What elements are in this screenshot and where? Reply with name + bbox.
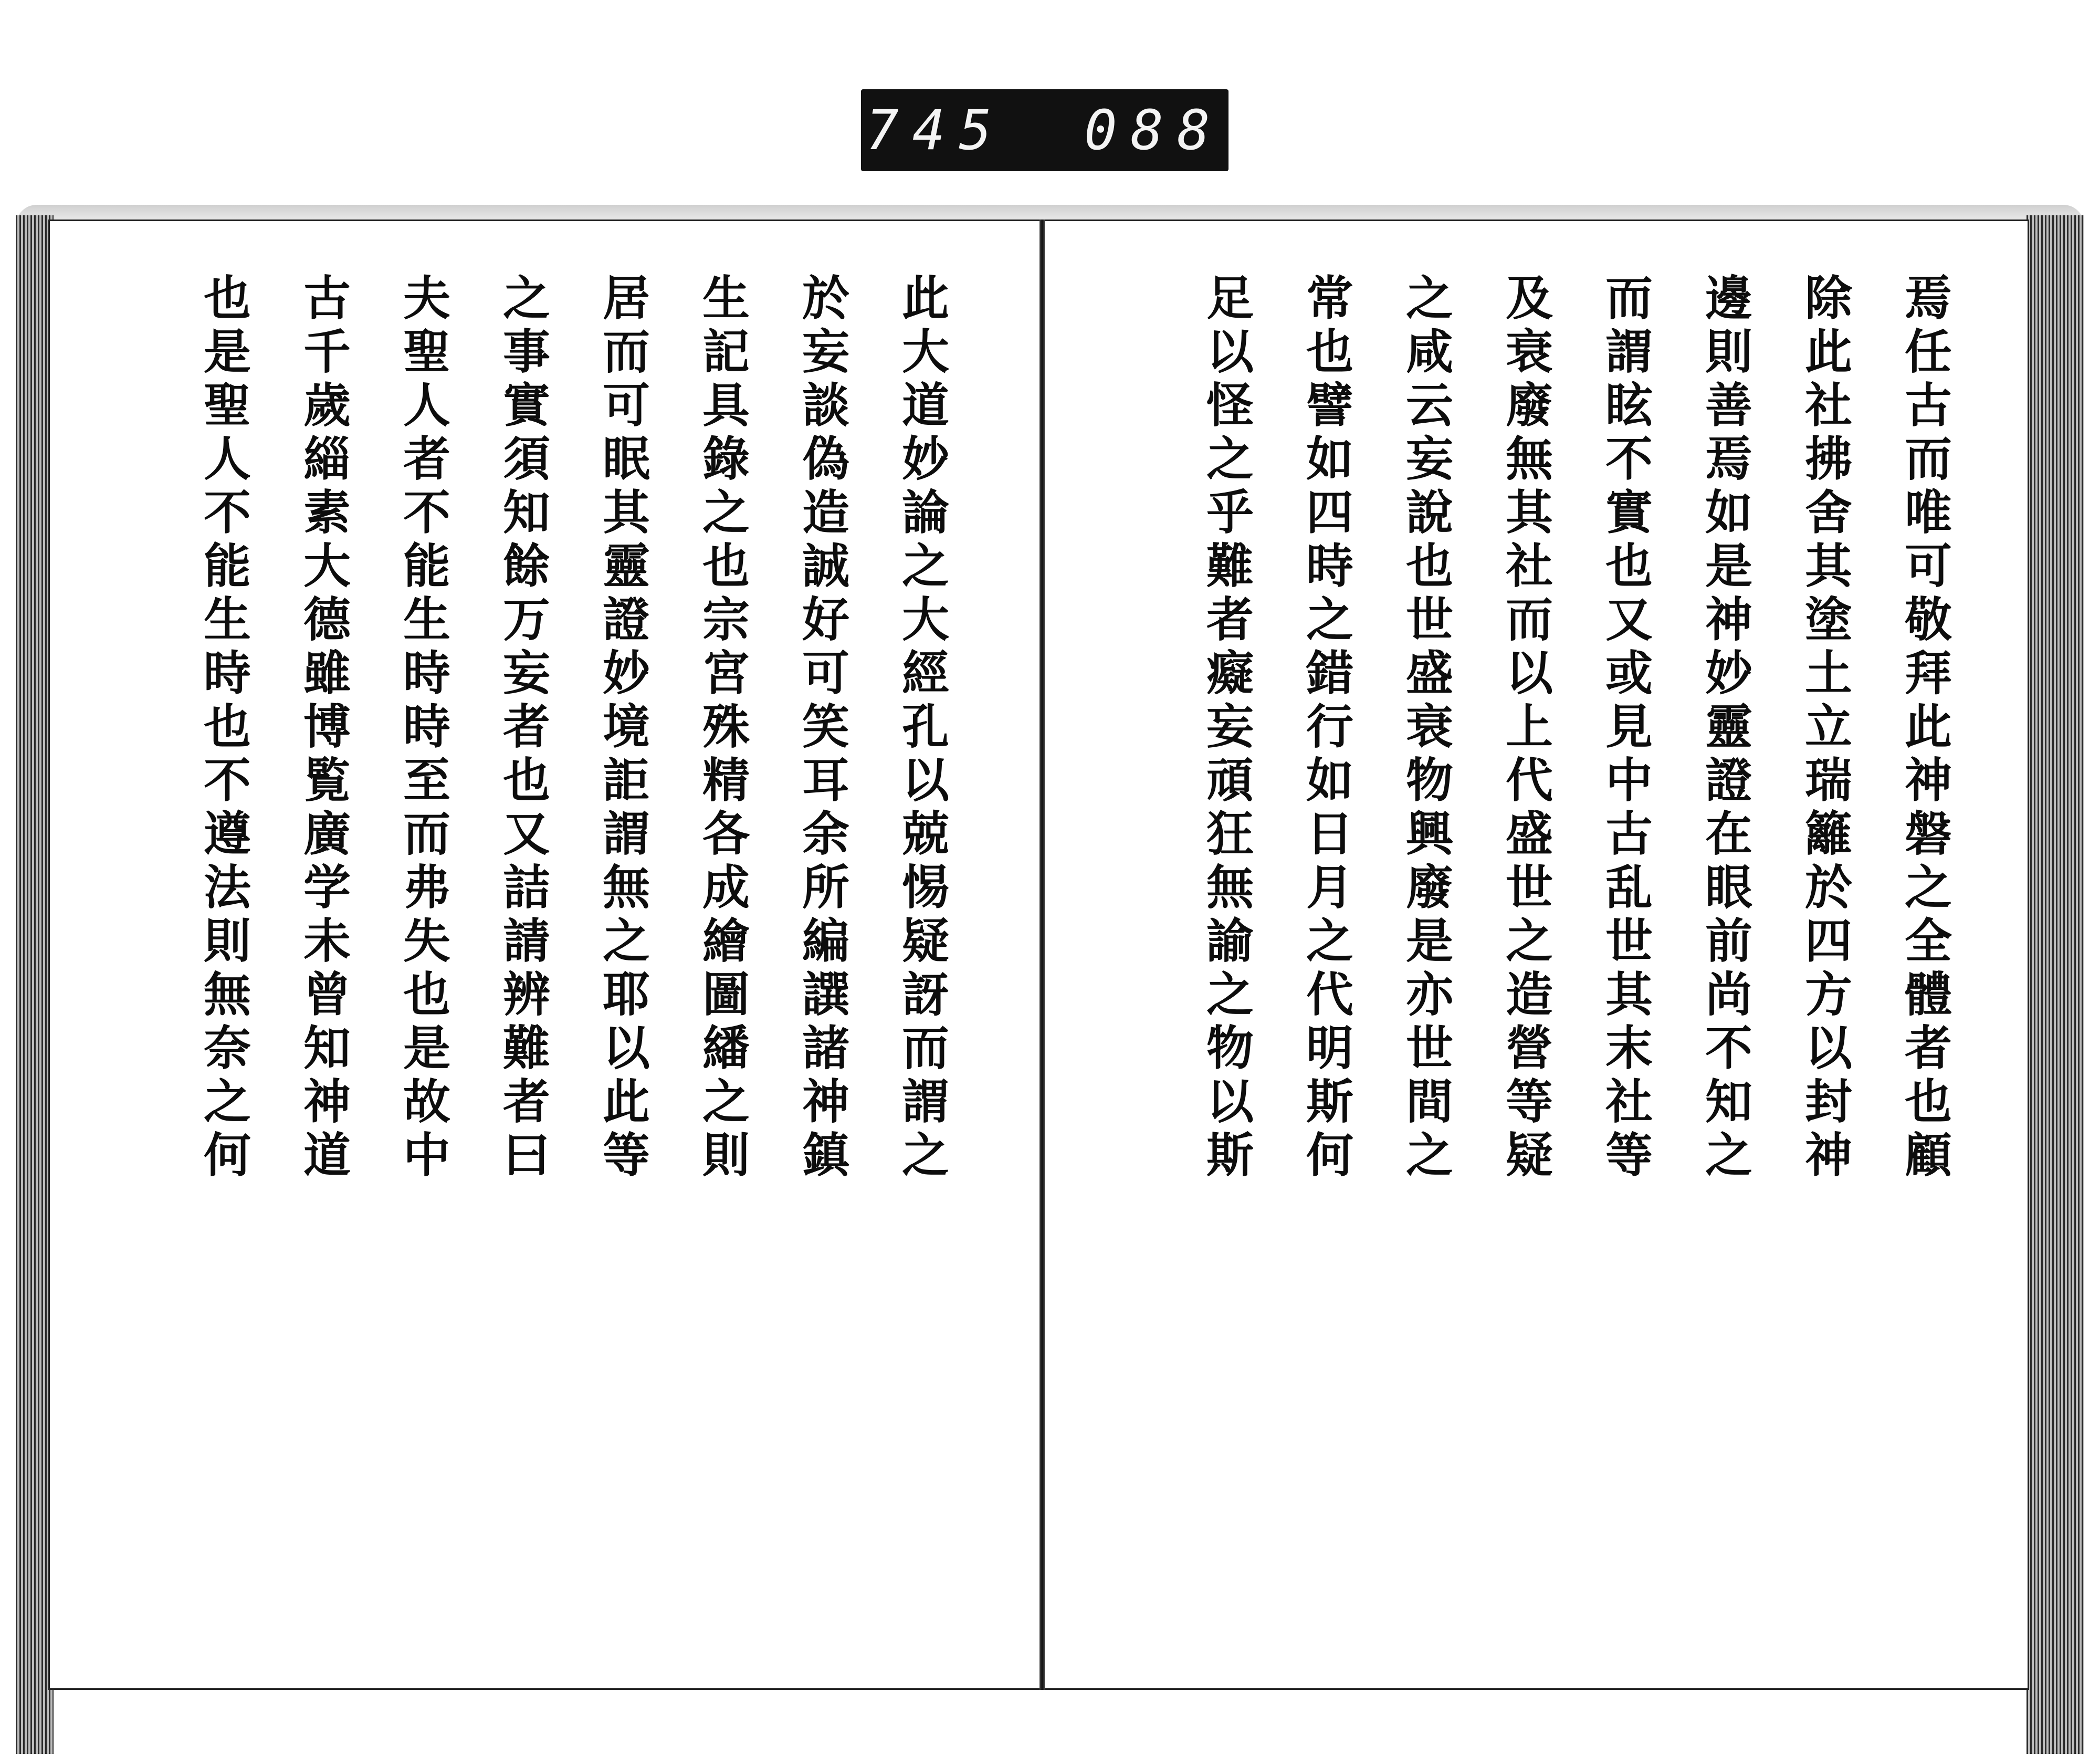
text-column: 古千歲緇素大德雖博覧廣学未曾知神道 <box>295 273 351 1184</box>
left-page-text <box>126 273 971 1602</box>
text-column: 邊則善焉如是神妙靈證在眼前尚不知之 <box>1697 273 1752 1184</box>
text-column: 焉任古而唯可敬拜此神磐之全體者也顧 <box>1896 273 1952 1184</box>
right-page-text <box>1113 273 1974 1602</box>
right-page-edges <box>2026 215 2084 1754</box>
text-column: 之咸云妄說也世盛衰物興廢是亦世間之 <box>1398 273 1453 1184</box>
text-column: 之事實須知餘万妄者也又詰請辨難者曰 <box>495 273 550 1184</box>
text-column: 也是聖人不能生時也不遵法則無奈之何 <box>195 273 251 1184</box>
text-column: 足以怪之乎難者癡妄頑狂無諭之物以斯 <box>1198 273 1254 1184</box>
text-column: 除此社拂舍其塗土立瑞籬於四方以封神 <box>1797 273 1852 1184</box>
book-gutter <box>1040 220 1045 1690</box>
text-column: 而謂眩不實也又或見中古乱世其末社等 <box>1597 273 1653 1184</box>
text-column: 於妄談偽造誠好可笑耳余所編譔諸神鎮 <box>794 273 849 1184</box>
text-column: 夫聖人者不能生時時至而弗失也是故中 <box>395 273 450 1184</box>
frame-number: 088 <box>1084 98 1224 162</box>
text-column: 生記具錄之也宗宮殊精各成繪圖繙之則 <box>694 273 750 1184</box>
text-column: 及衰廢無其社而以上代盛世之造營等疑 <box>1497 273 1553 1184</box>
reel-number: 745 <box>866 98 1005 162</box>
text-column: 常也譬如四時之錯行如日月之代明斯何 <box>1298 273 1353 1184</box>
microfilm-frame-label <box>861 89 1228 171</box>
text-column: 此大道妙論之大經孔以兢惕疑訝而謂之 <box>894 273 949 1184</box>
text-column: 居而可眠其靈證妙境詎謂無之耶以此等 <box>594 273 650 1184</box>
